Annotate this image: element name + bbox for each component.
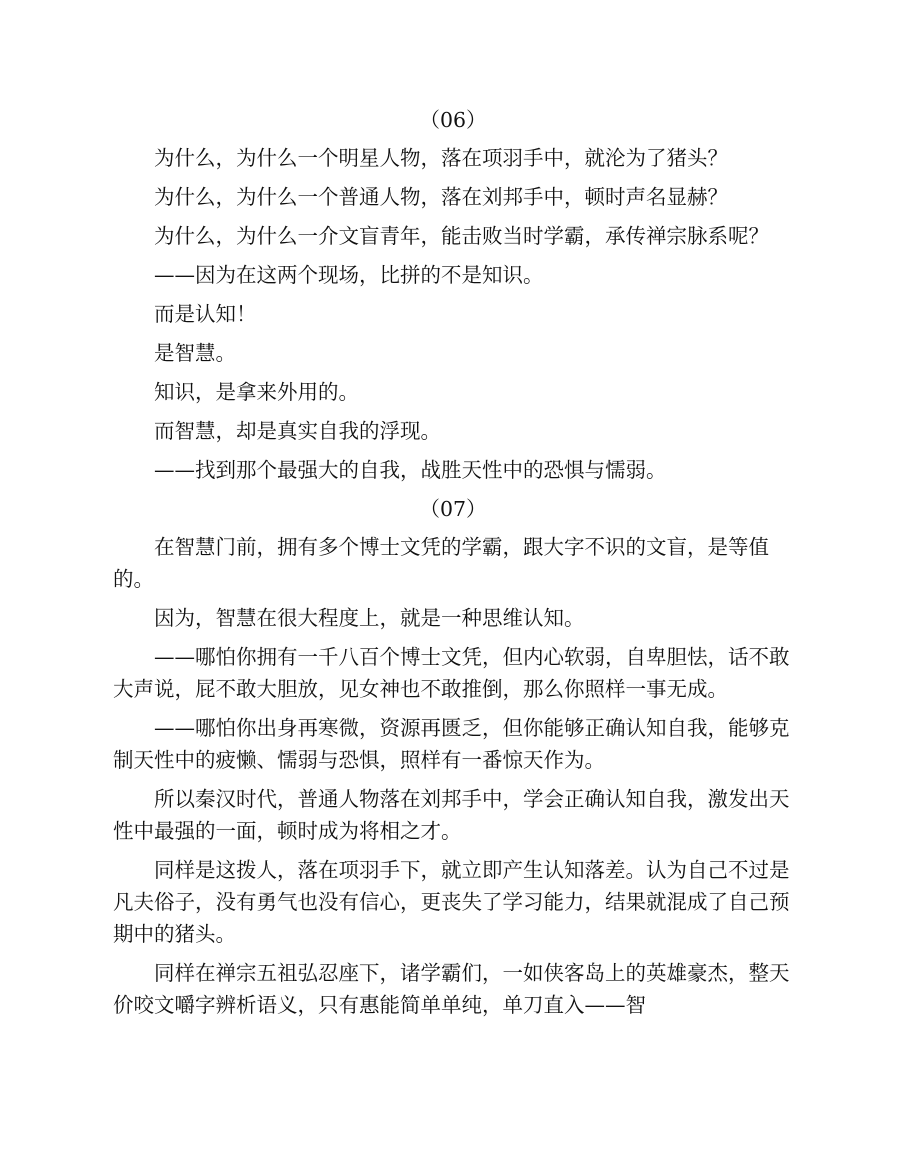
paragraph: 是智慧。 [154,341,236,365]
section-number: （06） [419,108,487,132]
paragraph: 同样是这拨人，落在项羽手下，就立即产生认知落差。认为自己不过是凡夫俗子，没有勇气也没有信心，更丧失了学习能力，结果就混成了自己预期中的猪头。 [113,858,790,946]
paragraph: 因为，智慧在很大程度上，就是一种思维认知。 [154,606,585,630]
paragraph: ——因为在这两个现场，比拼的不是知识。 [154,263,544,287]
document-body [113,100,793,1028]
paragraph: 为什么，为什么一个明星人物，落在项羽手中，就沦为了猪头？ [154,146,728,170]
paragraph: 所以秦汉时代，普通人物落在刘邦手中，学会正确认知自我，激发出天性中最强的一面，顿时成为将相之才。 [113,787,790,843]
paragraph: 在智慧门前，拥有多个博士文凭的学霸，跟大字不识的文盲，是等值的。 [113,535,769,591]
paragraph: 为什么，为什么一介文盲青年，能击败当时学霸，承传禅宗脉系呢？ [154,224,769,248]
paragraph: ——哪怕你拥有一千八百个博士文凭，但内心软弱，自卑胆怯，话不敢大声说，屁不敢大胆放，见女神也不敢推倒，那么你照样一事无成。 [113,645,790,701]
paragraph: 知识，是拿来外用的。 [154,380,359,404]
paragraph: 而智慧，却是真实自我的浮现。 [154,419,441,443]
section-number: （07） [419,497,487,521]
paragraph: 而是认知！ [154,302,257,326]
paragraph: ——找到那个最强大的自我，战胜天性中的恐惧与懦弱。 [154,458,667,482]
paragraph: 为什么，为什么一个普通人物，落在刘邦手中，顿时声名显赫？ [154,185,728,209]
paragraph: 同样在禅宗五祖弘忍座下，诸学霸们，一如侠客岛上的英雄豪杰，整天价咬文嚼字辨析语义，只有惠能简单单纯，单刀直入——智 [113,961,790,1017]
paragraph: ——哪怕你出身再寒微，资源再匮乏，但你能够正确认知自我，能够克制天性中的疲懒、懦弱与恐惧，照样有一番惊天作为。 [113,716,790,772]
